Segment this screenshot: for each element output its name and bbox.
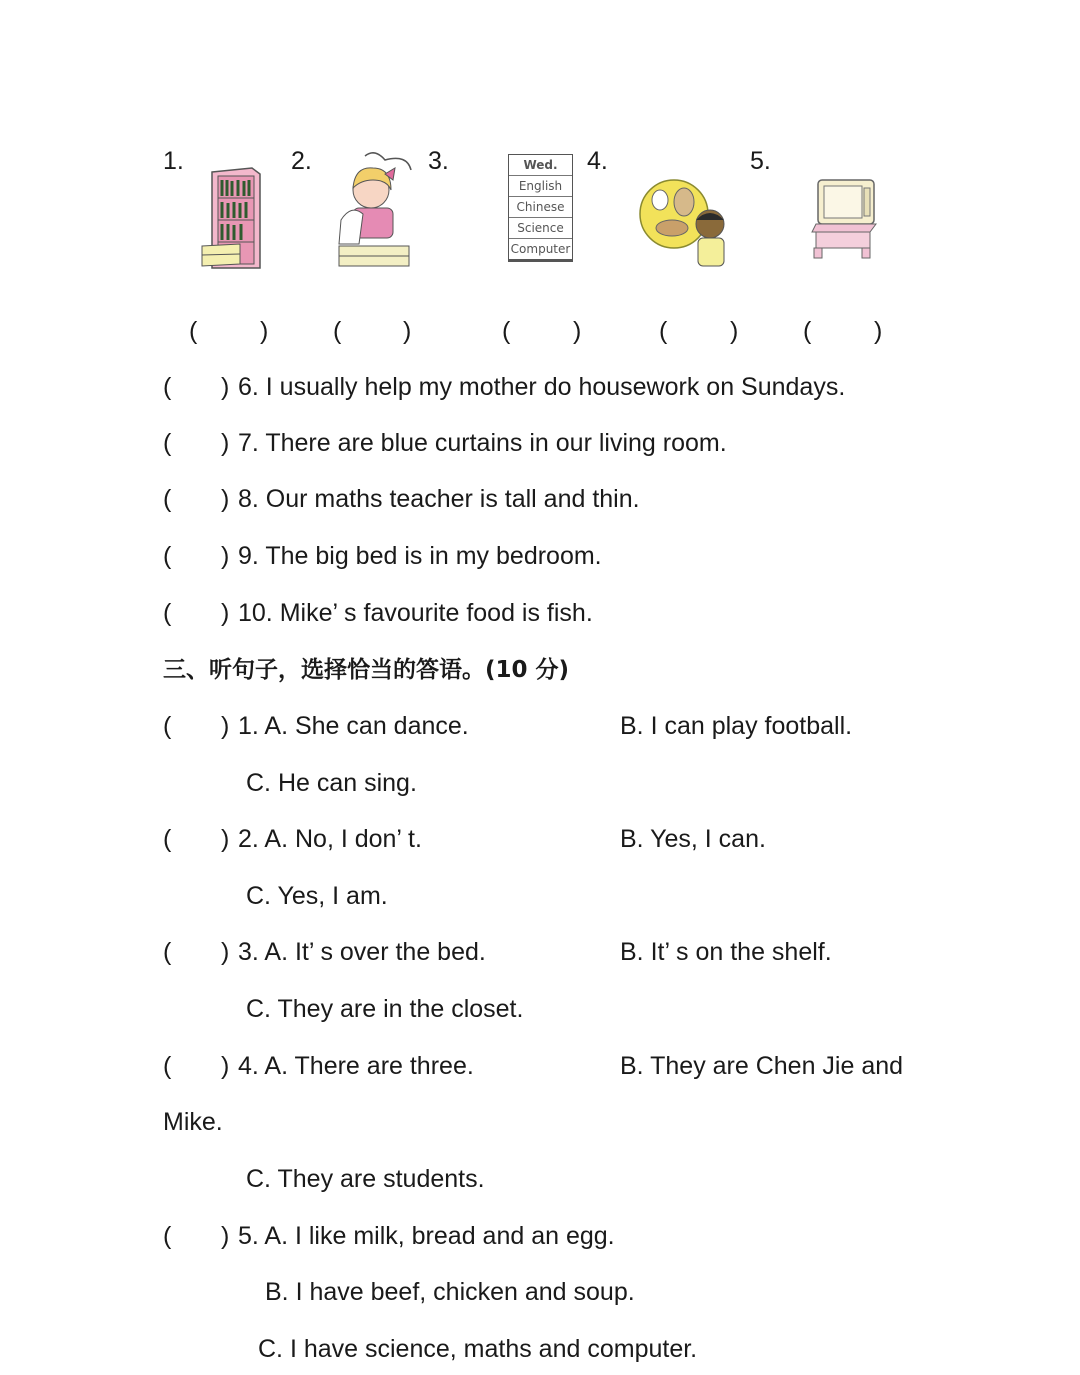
- answer-paren-open: (: [163, 373, 172, 401]
- timetable-subject: Chinese: [509, 197, 572, 218]
- answer-paren-close: ): [221, 1222, 230, 1250]
- answer-paren-close: ): [403, 317, 412, 345]
- option-c: C. Yes, I am.: [246, 882, 388, 910]
- answer-paren-open: (: [163, 599, 172, 627]
- tv-picture: [810, 176, 880, 260]
- option-a: 2. A. No, I don’ t.: [238, 825, 422, 853]
- option-c: C. They are in the closet.: [246, 995, 524, 1023]
- option-a: 4. A. There are three.: [238, 1052, 474, 1080]
- answer-paren-close: ): [221, 485, 230, 513]
- option-b: B. Yes, I can.: [620, 825, 766, 853]
- answer-paren-open: (: [502, 317, 511, 345]
- picture-number-4: 4.: [587, 147, 608, 175]
- answer-paren-close: ): [221, 825, 230, 853]
- answer-paren-close: ): [874, 317, 883, 345]
- option-b: B. I can play football.: [620, 712, 853, 740]
- answer-paren-open: (: [163, 1052, 172, 1080]
- answer-paren-close: ): [221, 938, 230, 966]
- answer-paren-open: (: [803, 317, 812, 345]
- option-b: B. It’ s on the shelf.: [620, 938, 832, 966]
- timetable-subject: English: [509, 176, 572, 197]
- answer-paren-close: ): [221, 542, 230, 570]
- answer-paren-open: (: [163, 485, 172, 513]
- answer-paren-close: ): [221, 712, 230, 740]
- answer-paren-open: (: [659, 317, 668, 345]
- option-a: 5. A. I like milk, bread and an egg.: [238, 1222, 615, 1250]
- answer-paren-open: (: [189, 317, 198, 345]
- picture-number-3: 3.: [428, 147, 449, 175]
- bookshelf-picture: [200, 160, 278, 272]
- answer-paren-close: ): [260, 317, 269, 345]
- picture-number-2: 2.: [291, 147, 312, 175]
- answer-paren-open: (: [163, 542, 172, 570]
- answer-paren-close: ): [573, 317, 582, 345]
- statement-10: 10. Mike’ s favourite food is fish.: [238, 599, 593, 627]
- timetable-picture: [508, 154, 573, 262]
- answer-paren-open: (: [163, 1222, 172, 1250]
- picture-number-1: 1.: [163, 147, 184, 175]
- option-c: C. He can sing.: [246, 769, 417, 797]
- answer-paren-close: ): [221, 429, 230, 457]
- timetable-subject: Science: [509, 218, 572, 239]
- statement-9: 9. The big bed is in my bedroom.: [238, 542, 602, 570]
- option-b: B. I have beef, chicken and soup.: [265, 1278, 635, 1306]
- answer-paren-close: ): [221, 599, 230, 627]
- girl-picture: [335, 150, 415, 274]
- timetable-day: Wed.: [509, 155, 572, 176]
- answer-paren-open: (: [163, 712, 172, 740]
- option-c: C. They are students.: [246, 1165, 485, 1193]
- statement-6: 6. I usually help my mother do housework on Sundays.: [238, 373, 846, 401]
- option-b-continuation: Mike.: [163, 1108, 223, 1136]
- option-c: C. I have science, maths and computer.: [258, 1335, 698, 1363]
- option-a: 3. A. It’ s over the bed.: [238, 938, 486, 966]
- answer-paren-open: (: [163, 938, 172, 966]
- section-3-heading: 三、听句子，选择恰当的答语。(10 分): [163, 657, 570, 683]
- answer-paren-close: ): [730, 317, 739, 345]
- answer-paren-close: ): [221, 373, 230, 401]
- timetable-subject: Computer: [509, 239, 572, 261]
- boy-with-food-picture: [638, 162, 733, 272]
- answer-paren-open: (: [163, 429, 172, 457]
- option-a: 1. A. She can dance.: [238, 712, 469, 740]
- answer-paren-close: ): [221, 1052, 230, 1080]
- option-b: B. They are Chen Jie and: [620, 1052, 904, 1080]
- statement-7: 7. There are blue curtains in our living room.: [238, 429, 727, 457]
- picture-number-5: 5.: [750, 147, 771, 175]
- answer-paren-open: (: [333, 317, 342, 345]
- statement-8: 8. Our maths teacher is tall and thin.: [238, 485, 640, 513]
- answer-paren-open: (: [163, 825, 172, 853]
